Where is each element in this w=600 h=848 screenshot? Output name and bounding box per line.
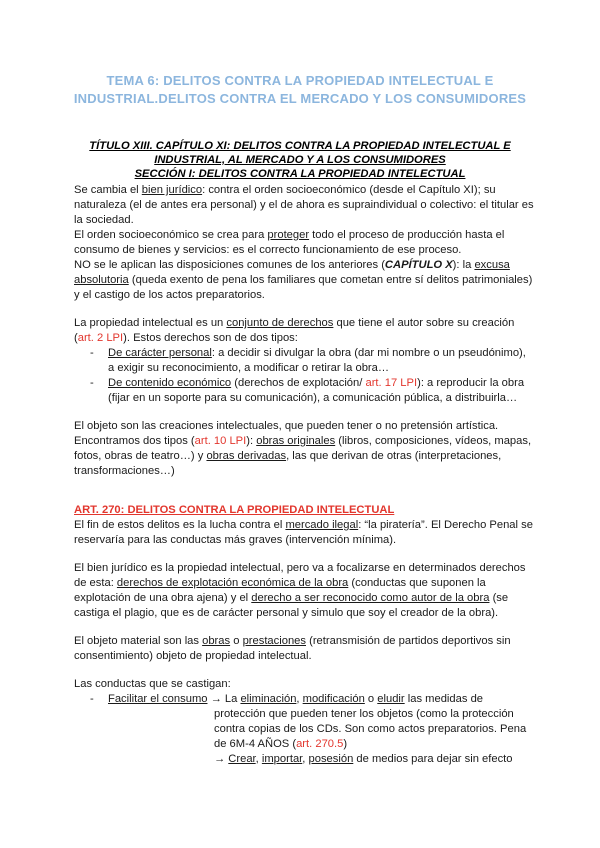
paragraph-objeto-material: El objeto material son las obras o prestaciones (retransmisión de partidos deportivos sin consentimiento) objeto de propiedad intelectual. bbox=[74, 635, 511, 662]
paragraph-fin-delitos: El fin de estos delitos es la lucha contra el mercado ilegal: “la piratería”. El Derecho Penal se reservaría para las conductas más graves (intervención mínima). bbox=[74, 519, 533, 546]
conduct-item-detail: protección que pueden tener los objetos (como la protección contra copias de los CDs. Son como actos preparatorios. Pena de 6M-4 AÑOS (art. 270.5) bbox=[214, 708, 527, 750]
article-270-heading: ART. 270: DELITOS CONTRA LA PROPIEDAD INTELECTUAL bbox=[74, 504, 395, 516]
chapter-heading bbox=[60, 140, 540, 181]
paragraph-disposiciones: NO se le aplican las disposiciones comunes de los anteriores (CAPÍTULO X): la excusa absolutoria (queda exento de pena los familiares que cometan entre sí delitos patrimoniales) y el castigo de los actos preparatorios. bbox=[74, 259, 533, 301]
paragraph-objeto: El objeto son las creaciones intelectuales, que pueden tener o no pretensión artística. Encontramos dos tipos (art. 10 LPI): obras originales (libros, composiciones, vídeos, mapas, fotos, obras de teatro…) y obras derivadas, las que derivan de otras (interpretaciones, transformaciones…) bbox=[74, 420, 532, 477]
list-item: - De carácter personal: a decidir si divulgar la obra (dar mi nombre o un pseudónimo), a exigir su reconocimiento, a modificar o retirar la obra… bbox=[90, 347, 526, 374]
paragraph-bien-juridico-270: El bien jurídico es la propiedad intelectual, pero va a focalizarse en determinados derechos de esta: derechos de explotación económica de la obra (conductas que suponen la explotación de una obra ajena) y el derecho a ser reconocido como autor de la obra (se castiga el plagio, que es de carácter personal y simulo que soy el creador de la obra). bbox=[74, 562, 526, 619]
rights-list bbox=[74, 346, 534, 406]
document-title: TEMA 6: DELITOS CONTRA LA PROPIEDAD INTELECTUAL E INDUSTRIAL.DELITOS CONTRA EL MERCADO Y LOS CONSUMIDORES bbox=[73, 73, 527, 106]
conduct-item-medios: → Crear, importar, posesión de medios para dejar sin efecto bbox=[214, 753, 513, 765]
paragraph-bien-juridico: Se cambia el bien jurídico: contra el orden socioeconómico (desde el Capítulo XI); su naturaleza (el de antes era personal) y el de ahora es supraindividual o colectivo: el titular es la sociedad. bbox=[74, 184, 534, 226]
paragraph-propiedad-intelectual: La propiedad intelectual es un conjunto de derechos que tiene el autor sobre su creación (art. 2 LPI). Estos derechos son de dos tipos: bbox=[74, 317, 515, 344]
paragraph-conductas: Las conductas que se castigan: bbox=[74, 678, 231, 690]
paragraph-orden-socioeconomico: El orden socioeconómico se crea para proteger todo el proceso de producción hasta el consumo de bienes y servicios: es el correcto funcionamiento de ese proceso. bbox=[74, 229, 505, 256]
document-body bbox=[74, 183, 534, 767]
conduct-item-facilitar: - Facilitar el consumo → La eliminación, modificación o eludir las medidas de bbox=[90, 693, 484, 705]
chapter-heading-line-2: INDUSTRIAL, AL MERCADO Y A LOS CONSUMIDORES bbox=[154, 153, 446, 166]
chapter-heading-line-1: TÍTULO XIII. CAPÍTULO XI: DELITOS CONTRA LA PROPIEDAD INTELECTUAL E bbox=[89, 140, 511, 152]
section-heading: SECCIÓN I: DELITOS CONTRA LA PROPIEDAD INTELECTUAL bbox=[134, 167, 466, 180]
list-item: - De contenido económico (derechos de explotación/ art. 17 LPI): a reproducir la obra (fijar en un soporte para su comunicación), a comunicación pública, a distribuirla… bbox=[90, 377, 525, 404]
